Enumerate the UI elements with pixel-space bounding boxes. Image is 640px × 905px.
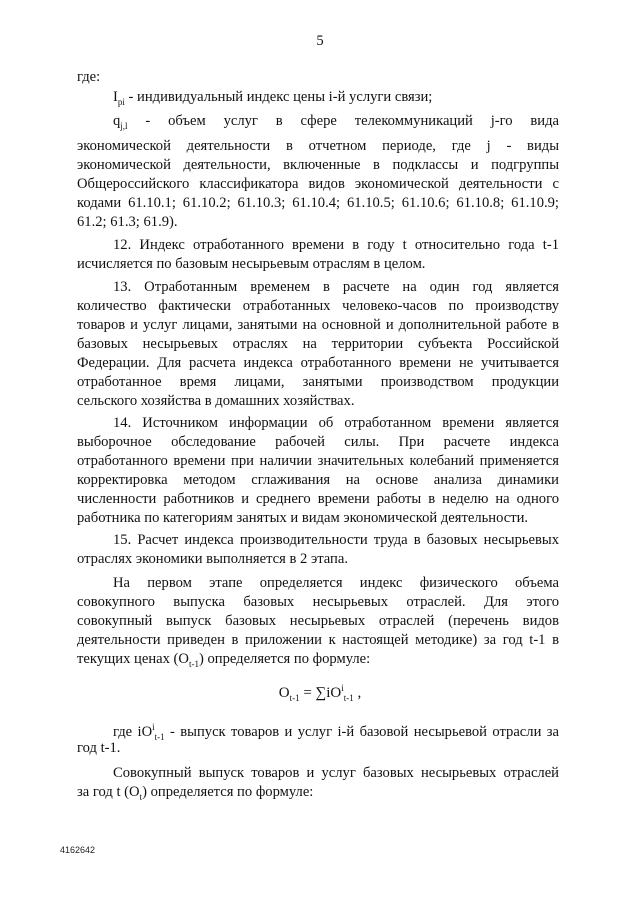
var: q <box>113 113 121 129</box>
text-line: экономической деятельности, включенные в подклассы и подгруппы <box>77 157 559 173</box>
text-line: работника по категориям занятых и видам экономической деятельности. <box>77 510 529 526</box>
paragraph-line: На первом этапе определяется индекс физического объема <box>113 575 559 591</box>
text-line: выборочное обследование рабочей силы. При расчете индекса <box>77 434 559 450</box>
paragraph-15-line: 15. Расчет индекса производительности труда в базовых несырьевых <box>113 532 559 548</box>
var-sub: t-1 <box>188 658 199 669</box>
line-text: ) определяется по формуле: <box>198 651 371 667</box>
text-line: кодами 61.10.1; 61.10.2; 61.10.3; 61.10.4; 61.10.5; 61.10.6; 61.10.8; 61.10.9; <box>77 195 559 211</box>
definition-ipi <box>113 88 595 111</box>
line-text: где iO <box>113 723 153 740</box>
text-line: Федерации. Для расчета индекса отработанного времени не учитывается <box>77 355 559 371</box>
line-text: за год t (O <box>77 784 140 800</box>
text-line: Общероссийского классификатора видов экономической деятельности с <box>77 176 559 192</box>
text-line: количество фактически отработанных человеко-часов по производству <box>77 298 559 314</box>
paragraph-12-line: 12. Индекс отработанного времени в году t относительно года t-1 <box>113 237 559 253</box>
text-line: численности работников и среднего времени работы в неделю на одного <box>77 491 559 507</box>
line-text: ) определяется по формуле: <box>142 784 314 800</box>
document-code: 4162642 <box>60 845 96 855</box>
formula-rhs-sub: t-1 <box>343 693 354 703</box>
paragraph-line: Совокупный выпуск товаров и услуг базовых несырьевых отраслей <box>113 765 559 781</box>
formula-lhs-sub: t-1 <box>289 693 300 703</box>
text-line: совокупного выпуска базовых несырьевых отраслей. Для этого <box>77 594 559 610</box>
text-line: экономической деятельности в отчетном периоде, где j - виды <box>77 138 559 154</box>
var-sub: t <box>139 791 143 802</box>
text-line: совокупный выпуск базовых несырьевых отраслей (перечень видов <box>77 613 559 629</box>
page-number: 5 <box>316 33 324 49</box>
text-line: базовых несырьевых отраслях на территории субъекта Российской <box>77 336 559 352</box>
text-line: год t-1. <box>77 740 121 756</box>
text-line: 61.2; 61.3; 61.9). <box>77 214 178 230</box>
text-line: отраслях экономики выполняется в 2 этапа. <box>77 551 348 567</box>
definition-qjl <box>113 112 559 135</box>
paragraph-13-line: 13. Отработанным временем в расчете на один год является <box>113 279 559 295</box>
formula-eq: = ∑iO <box>299 685 342 701</box>
line-text: текущих ценах (O <box>77 651 189 667</box>
line-text: - индивидуальный индекс цены i-й услуги связи; <box>124 89 433 105</box>
text-line: отработанного времени при наличии значительных колебаний применяется <box>77 453 559 469</box>
text-line <box>77 650 559 673</box>
formula-lhs: O <box>278 685 290 701</box>
var-sub: j,l <box>120 120 128 131</box>
text-line <box>77 783 559 806</box>
var-sub: pi <box>117 96 125 107</box>
var: I <box>113 89 118 105</box>
formula-o-t-minus-1 <box>0 683 640 703</box>
text-line <box>77 68 559 86</box>
text-line: сельского хозяйства в домашних хозяйствах. <box>77 393 355 409</box>
line-text: где: <box>77 69 101 85</box>
var-sub: t-1 <box>154 731 165 742</box>
var-sup: i <box>152 722 155 732</box>
text-line: товаров и услуг лицами, занятыми на основной и дополнительной работе в <box>77 317 559 333</box>
line-text: - объем услуг в сфере телекоммуникаций j-го вида <box>127 113 559 129</box>
text-line: корректировка методом сглаживания на основе анализа динамики <box>77 472 559 488</box>
line-text: - выпуск товаров и услуг i-й базовой несырьевой отрасли за <box>164 723 560 740</box>
text-line: отработанное время лицами, занятыми производством продукции <box>77 374 559 390</box>
formula-rhs-sup: i <box>341 683 344 693</box>
paragraph-14-line: 14. Источником информации об отработанном времени является <box>113 415 559 431</box>
text-line: исчисляется по базовым несырьевым отраслям в целом. <box>77 256 426 272</box>
formula-tail: , <box>353 685 362 701</box>
text-line: деятельности приведен в приложении к настоящей методике) за год t-1 в <box>77 632 559 648</box>
